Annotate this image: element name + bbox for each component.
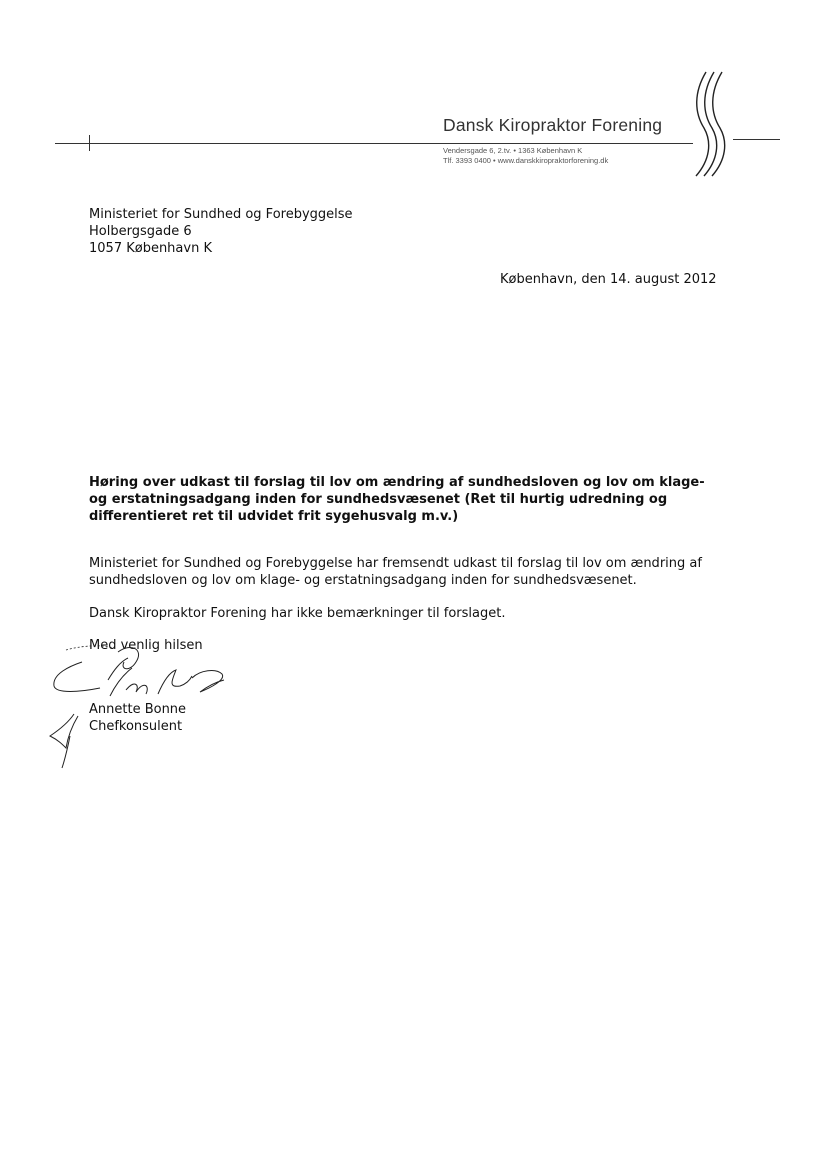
subject-line: Høring over udkast til forslag til lov om ændring af sundhedsloven og lov om klage-	[89, 475, 705, 490]
subject-line: og erstatningsadgang inden for sundhedsvæsenet (Ret til hurtig udredning og	[89, 492, 668, 507]
letter-date: København, den 14. august 2012	[500, 272, 717, 287]
body-paragraph-2: Dansk Kiropraktor Forening har ikke bemærkninger til forslaget.	[89, 606, 506, 621]
signer-name: Annette Bonne	[89, 702, 187, 717]
closing-greeting: Med venlig hilsen	[89, 638, 203, 653]
organization-name: Dansk Kiropraktor Forening	[443, 115, 663, 135]
fold-mark	[89, 135, 90, 151]
paragraph-line: Ministeriet for Sundhed og Forebyggelse har fremsendt udkast til forslag til lov om ændring af	[89, 556, 702, 571]
organization-contact	[443, 146, 608, 165]
organization-phone-web: Tlf. 3393 0400 • www.danskkiropraktorforening.dk	[443, 155, 609, 165]
letterhead-rule-left	[55, 143, 435, 144]
body-paragraph-1	[89, 555, 702, 589]
organization-logo-icon	[690, 70, 734, 178]
recipient-address	[89, 206, 353, 257]
recipient-name: Ministeriet for Sundhed og Forebyggelse	[89, 207, 353, 222]
signer-block	[89, 701, 186, 735]
letterhead-rule-right	[733, 139, 780, 140]
subject-heading	[89, 474, 705, 525]
recipient-street: Holbergsgade 6	[89, 224, 192, 239]
signer-title: Chefkonsulent	[89, 719, 183, 734]
letterhead-rule	[435, 143, 693, 144]
subject-line: differentieret ret til udvidet frit sygehusvalg m.v.)	[89, 509, 459, 524]
organization-address: Vendersgade 6, 2.tv. • 1363 København K	[443, 146, 583, 155]
recipient-city: 1057 København K	[89, 241, 212, 256]
paragraph-line: sundhedsloven og lov om klage- og erstatningsadgang inden for sundhedsvæsenet.	[89, 573, 637, 588]
